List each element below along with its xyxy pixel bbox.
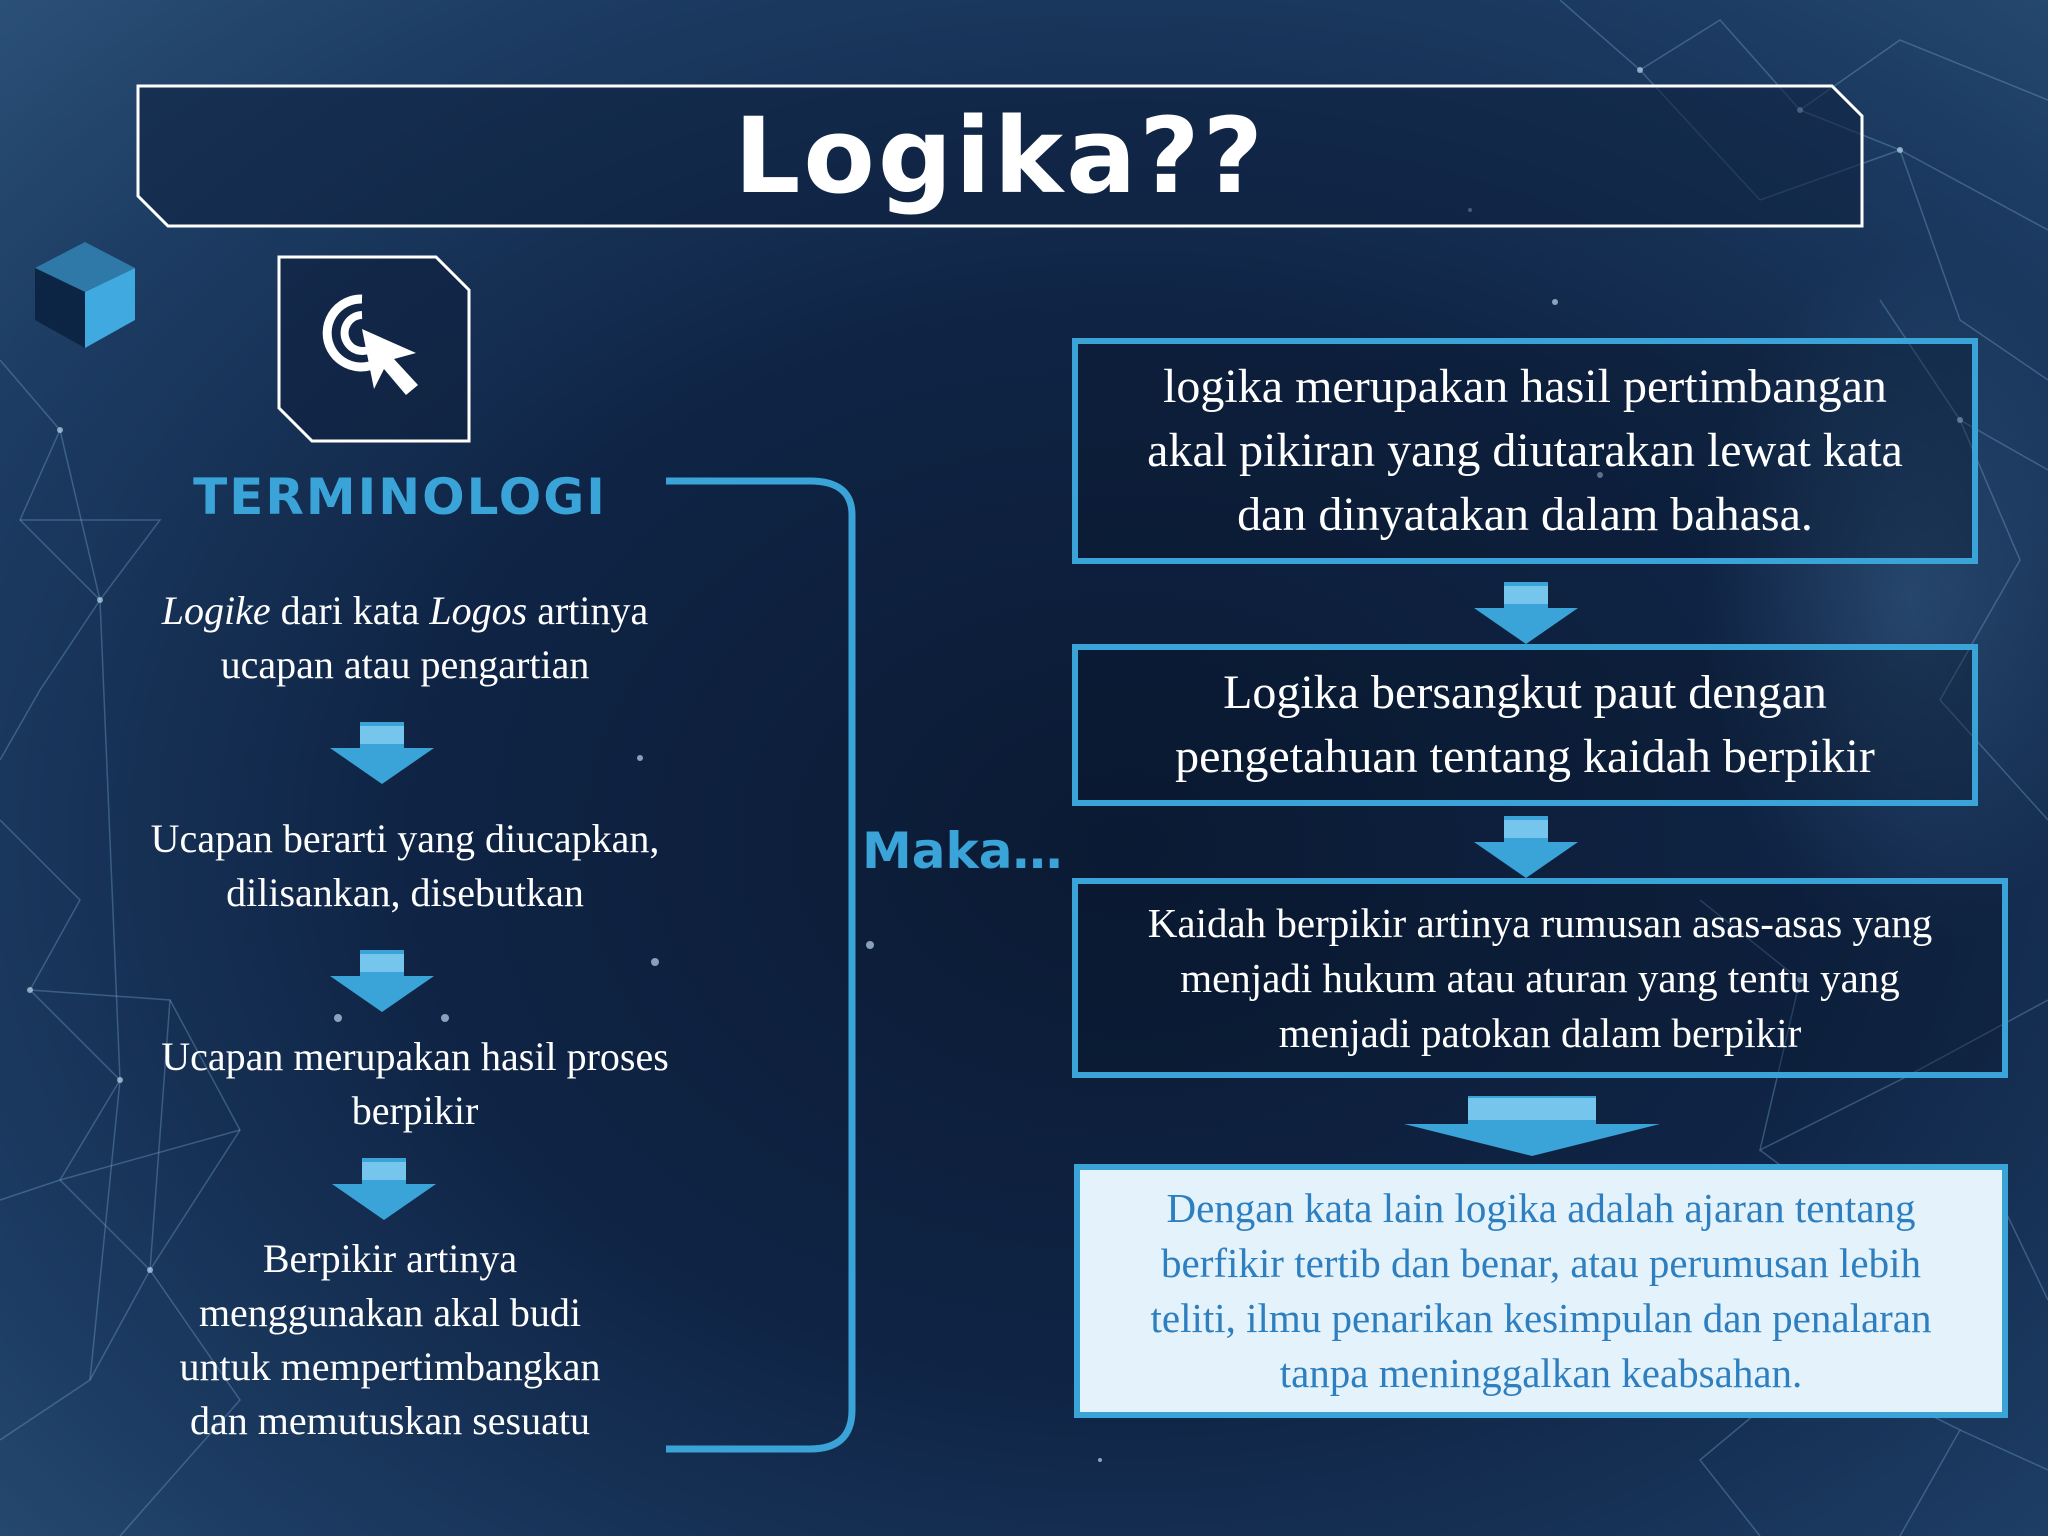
left-step-3	[100, 1030, 730, 1138]
step4-line2: menggunakan akal budi	[198, 1290, 582, 1335]
box4-line2: berfikir tertib dan benar, atau perumusan lebih	[1161, 1240, 1921, 1286]
wide-down-arrow-icon	[1404, 1092, 1660, 1156]
step2-line2: dilisankan, disebutkan	[226, 870, 584, 915]
definition-box-3	[1072, 878, 2008, 1078]
step4-line4: dan memutuskan sesuatu	[190, 1398, 590, 1443]
box1-line2: akal pikiran yang diutarakan lewat kata	[1147, 424, 1903, 477]
left-step-1	[90, 584, 720, 692]
definition-box-2	[1072, 644, 1978, 806]
box3-line2: menjadi hukum atau aturan yang tentu yang	[1180, 954, 1900, 1001]
logike-word: Logike	[161, 588, 271, 633]
page-title: Logika??	[734, 95, 1266, 217]
left-step-2	[80, 812, 730, 920]
step4-line1: Berpikir artinya	[262, 1236, 518, 1281]
click-target-icon	[276, 254, 472, 444]
step4-line3: untuk mempertimbangkan	[179, 1344, 601, 1389]
step3-line1: Ucapan merupakan hasil proses	[161, 1034, 669, 1079]
maka-label: Maka…	[862, 822, 1063, 880]
step1-text-b: artinya	[527, 588, 649, 633]
left-step-4	[100, 1232, 680, 1448]
definition-box-1	[1072, 338, 1978, 564]
box4-line1: Dengan kata lain logika adalah ajaran tentang	[1166, 1185, 1916, 1231]
box2-line1: Logika bersangkut paut dengan	[1223, 666, 1827, 719]
box3-line1: Kaidah berpikir artinya rumusan asas-asas yang	[1147, 899, 1933, 946]
down-arrow-icon	[1474, 816, 1578, 878]
step3-line2: berpikir	[351, 1088, 479, 1133]
down-arrow-icon	[330, 950, 434, 1012]
down-arrow-icon	[1474, 582, 1578, 644]
step2-line1: Ucapan berarti yang diucapkan,	[150, 816, 660, 861]
down-arrow-icon	[332, 1158, 436, 1220]
cube-icon	[30, 240, 140, 350]
conclusion-box	[1074, 1164, 2008, 1418]
step1-line2: ucapan atau pengartian	[220, 642, 590, 687]
box4-line3: teliti, ilmu penarikan kesimpulan dan penalaran	[1150, 1295, 1932, 1341]
box4-line4: tanpa meninggalkan keabsahan.	[1279, 1350, 1803, 1396]
box2-line2: pengetahuan tentang kaidah berpikir	[1175, 730, 1875, 783]
terminologi-label: TERMINOLOGI	[193, 468, 607, 526]
logos-word: Logos	[429, 588, 528, 633]
box3-line3: menjadi patokan dalam berpikir	[1278, 1009, 1802, 1056]
box1-line3: dan dinyatakan dalam bahasa.	[1237, 488, 1813, 541]
step1-text-a: dari kata	[270, 588, 430, 633]
down-arrow-icon	[330, 722, 434, 784]
box1-line1: logika merupakan hasil pertimbangan	[1163, 360, 1887, 413]
